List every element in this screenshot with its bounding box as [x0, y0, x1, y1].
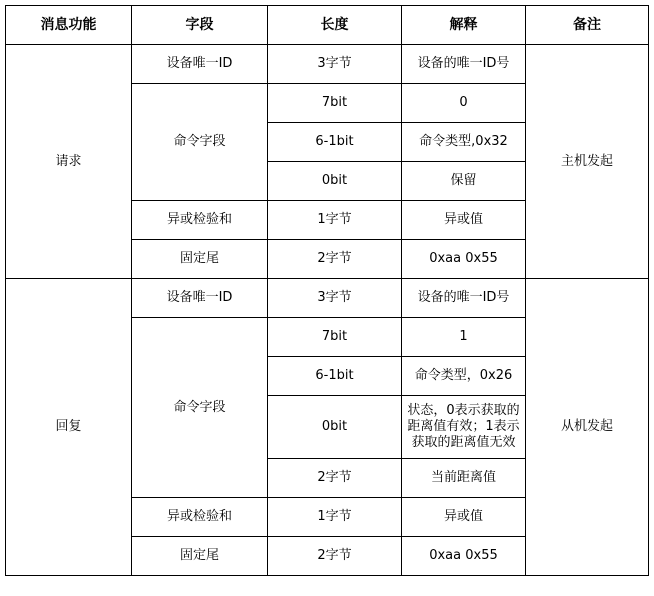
length-cell: 2字节 [268, 240, 402, 279]
desc-cell: 命令类型,0x32 [402, 123, 526, 162]
length-cell: 0bit [268, 162, 402, 201]
header-field: 字段 [132, 6, 268, 45]
length-cell: 0bit [268, 396, 402, 459]
table-row [6, 45, 649, 84]
header-function: 消息功能 [6, 6, 132, 45]
field-cell: 设备唯一ID [132, 279, 268, 318]
desc-cell: 0xaa 0x55 [402, 537, 526, 576]
desc-cell: 当前距离值 [402, 459, 526, 498]
desc-cell: 1 [402, 318, 526, 357]
desc-cell: 0xaa 0x55 [402, 240, 526, 279]
length-cell: 7bit [268, 318, 402, 357]
length-cell: 3字节 [268, 279, 402, 318]
field-cell: 固定尾 [132, 537, 268, 576]
field-cell: 命令字段 [132, 318, 268, 498]
field-cell: 固定尾 [132, 240, 268, 279]
field-cell: 异或检验和 [132, 498, 268, 537]
desc-cell: 设备的唯一ID号 [402, 279, 526, 318]
desc-cell: 保留 [402, 162, 526, 201]
length-cell: 6-1bit [268, 357, 402, 396]
header-description: 解释 [402, 6, 526, 45]
length-cell: 2字节 [268, 459, 402, 498]
note-cell-response: 从机发起 [526, 279, 649, 576]
desc-cell: 设备的唯一ID号 [402, 45, 526, 84]
length-cell: 3字节 [268, 45, 402, 84]
field-cell: 设备唯一ID [132, 45, 268, 84]
desc-cell: 命令类型，0x26 [402, 357, 526, 396]
table-row [6, 279, 649, 318]
field-cell: 命令字段 [132, 84, 268, 201]
protocol-table [5, 5, 649, 576]
header-row [6, 6, 649, 45]
note-cell-request: 主机发起 [526, 45, 649, 279]
length-cell: 2字节 [268, 537, 402, 576]
header-note: 备注 [526, 6, 649, 45]
length-cell: 1字节 [268, 498, 402, 537]
desc-cell: 异或值 [402, 201, 526, 240]
header-length: 长度 [268, 6, 402, 45]
desc-cell: 状态，0表示获取的距离值有效；1表示获取的距离值无效 [402, 396, 526, 459]
length-cell: 1字节 [268, 201, 402, 240]
length-cell: 6-1bit [268, 123, 402, 162]
function-cell-request: 请求 [6, 45, 132, 279]
field-cell: 异或检验和 [132, 201, 268, 240]
desc-cell: 异或值 [402, 498, 526, 537]
desc-cell: 0 [402, 84, 526, 123]
function-cell-response: 回复 [6, 279, 132, 576]
length-cell: 7bit [268, 84, 402, 123]
